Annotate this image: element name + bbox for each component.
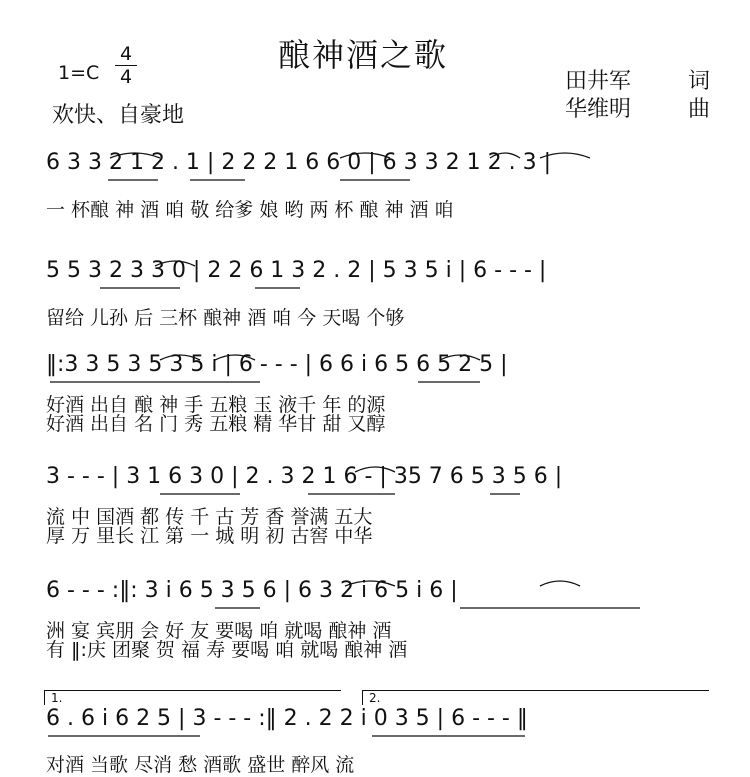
- composer-role: 曲: [688, 97, 711, 122]
- score-line-1: [0, 150, 750, 230]
- score-line-4: [0, 464, 750, 547]
- lyrics-line-3-verse-2: 好酒 出自 名 门 秀 五粮 精 华甘 甜 又醇: [46, 413, 386, 435]
- score-line-3: [0, 352, 750, 435]
- key-signature: 1=C: [58, 62, 100, 84]
- time-numerator: 4: [119, 43, 133, 65]
- score-line-2: [0, 258, 750, 338]
- score-line-6: [0, 691, 750, 776]
- lyrics-line-2: 留给 儿孙 后 三杯 酿神 酒 咱 今 天喝 个够: [46, 307, 405, 329]
- notes-line-4: 3 - - - | 3 1 6 3 0 | 2 . 3 2 1 6 - | 35 7 6 5 3 5 6 |: [46, 464, 563, 489]
- volta-2: 2.: [362, 690, 709, 705]
- notes-line-5: 6 - - - :‖: 3 i 6 5 3 5 6 | 6 3 2 i 6 5 i 6 |: [46, 578, 458, 603]
- song-title: 酿神酒之歌: [278, 36, 449, 74]
- lyricist-role: 词: [688, 69, 711, 94]
- lyrics-line-1: 一 杯酿 神 酒 咱 敬 给爹 娘 哟 两 杯 酿 神 酒 咱: [46, 199, 454, 221]
- lyrics-line-3-verse-1: 好酒 出自 酿 神 手 五粮 玉 液千 年 的源: [46, 394, 386, 416]
- lyricist-name: 田井军: [565, 69, 632, 94]
- lyrics-line-4-verse-1: 流 中 国酒 都 传 千 古 芳 香 誉满 五大: [46, 506, 373, 528]
- lyrics-line-6: 对酒 当歌 尽消 愁 酒歌 盛世 醉风 流: [46, 754, 355, 776]
- time-denominator: 4: [119, 66, 133, 88]
- notes-line-1: 6 3 3 2 1 2 . 1 | 2 2 2 1 6 6 0 | 6 3 3 2 1 2 . 3 |: [46, 150, 551, 175]
- lyrics-line-4-verse-2: 厚 万 里长 江 第 一 城 明 初 古窖 中华: [46, 525, 373, 547]
- lyrics-line-5-verse-2: 有 ‖:庆 团聚 贺 福 寿 要喝 咱 就喝 酿神 酒: [46, 639, 408, 661]
- tempo-marking: 欢快、自豪地: [52, 103, 185, 128]
- score-line-5: [0, 578, 750, 661]
- time-signature: [115, 44, 137, 87]
- notes-line-2: 5 5 3 2 3 3 0 | 2 2 6 1 3 2 . 2 | 5 3 5 i | 6 - - - |: [46, 258, 547, 283]
- notes-line-3: ‖:3 3 5 3 5 3 5 i | 6 - - - | 6 6 i 6 5 6 5 2 5 |: [46, 352, 508, 377]
- volta-1: 1.: [44, 690, 341, 705]
- lyrics-line-5-verse-1: 洲 宴 宾朋 会 好 友 要喝 咱 就喝 酿神 酒: [46, 620, 392, 642]
- composer-name: 华维明: [565, 97, 632, 122]
- notes-line-6: 6 . 6 i 6 2 5 | 3 - - - :‖ 2 . 2 2 i 0 3 5 | 6 - - - ‖: [46, 706, 528, 731]
